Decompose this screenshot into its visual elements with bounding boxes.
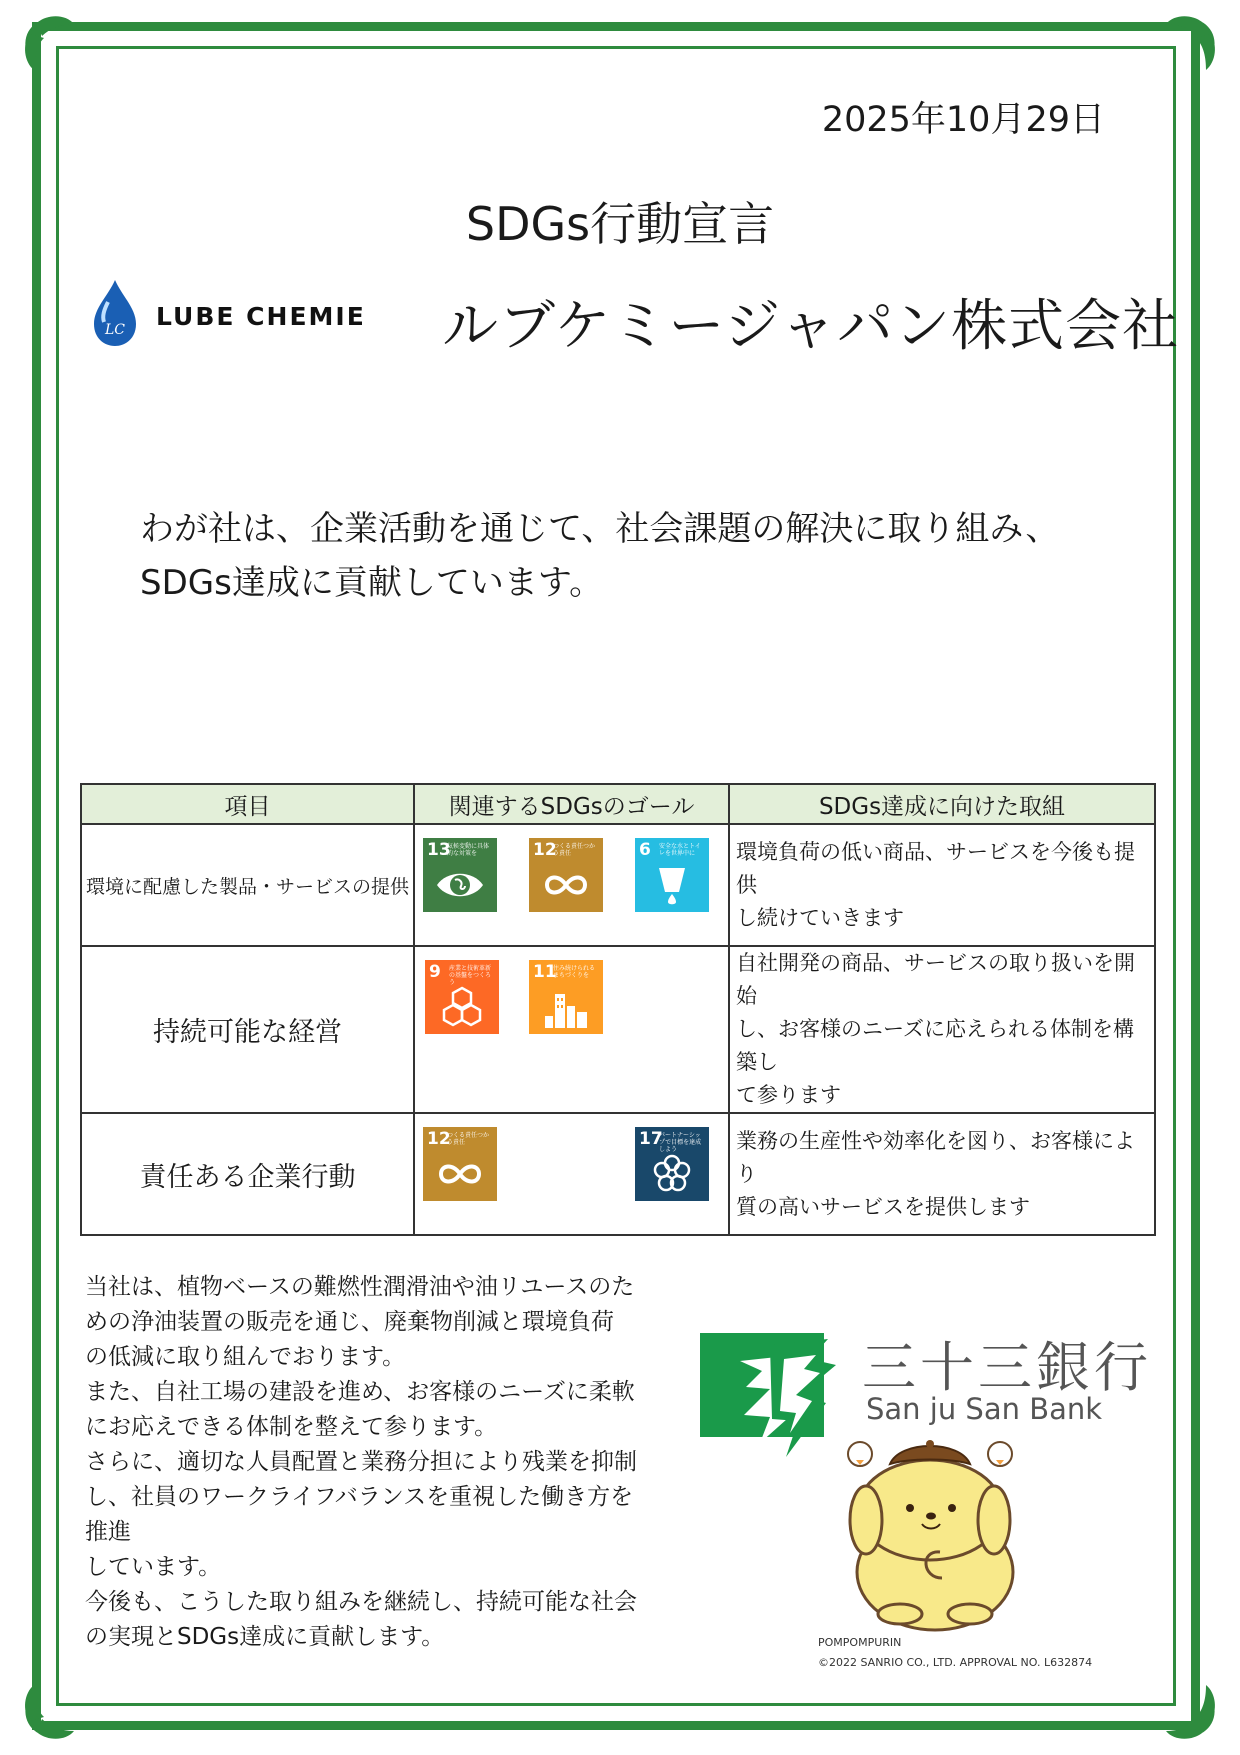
goal-number: 12 [427,1129,451,1149]
header-efforts: SDGs達成に向けた取組 [729,784,1155,824]
leaf-corner-icon [1142,1665,1222,1745]
summary-line: 当社は、植物ベースの難燃性潤滑油や油リユースのた [85,1274,635,1300]
effort-cell [729,946,1155,1113]
effort-line: て参ります [736,1083,841,1107]
goal-caption: 気候変動に具体的な対策を [447,843,490,857]
header-item: 項目 [81,784,414,824]
eye-globe-icon [435,864,485,906]
table-header-row [81,784,1155,824]
leaf-corner-icon [1142,10,1222,90]
table-row [81,946,1155,1113]
sdg-goal-6-tile [635,838,709,912]
goal-caption: 安全な水とトイレを世界中に [659,843,701,857]
sdg-goal-17-tile [635,1127,709,1201]
sdg-goal-11-tile [529,960,603,1034]
item-cell: 環境に配慮した製品・サービスの提供 [81,824,414,946]
bank-name-japanese: 三十三銀行 [862,1336,1152,1399]
goal-number: 13 [427,840,451,860]
header-goals: 関連するSDGsのゴール [414,784,729,824]
page-title: SDGs行動宣言 [465,197,775,251]
table-row [81,1113,1155,1235]
effort-cell [729,824,1155,946]
goal-caption: 住み続けられるまちづくりを [553,965,596,979]
summary-line: しています。 [85,1554,222,1580]
goal-number: 12 [533,840,557,860]
summary-line: の実現とSDGs達成に貢献します。 [85,1624,445,1650]
summary-line: の低減に取り組んでおります。 [85,1344,406,1370]
effort-line: 業務の生産性や効率化を図り、お客様により [736,1128,1135,1186]
effort-line: し、お客様のニーズに応えられる体制を構築し [736,1017,1134,1074]
sdg-action-table [80,783,1156,1236]
goal-caption: つくる責任つかう責任 [447,1132,490,1146]
infinity-icon [541,864,591,906]
sdg-goal-13-tile [423,838,497,912]
sanjusan-bank-logo-icon [700,1325,840,1465]
sdg-goal-9-tile [425,960,499,1034]
summary-paragraph [85,1270,645,1655]
summary-line: 今後も、こうした取り組みを継続し、持続可能な社会 [85,1589,637,1615]
summary-line: めの浄油装置の販売を通じ、廃棄物削減と環境負荷 [85,1309,614,1335]
water-drop-icon [647,864,697,906]
goal-caption: つくる責任つかう責任 [553,843,596,857]
mascot-credit-name: POMPOMPURIN [818,1636,902,1649]
document-date: 2025年10月29日 [821,100,1105,140]
goal-number: 9 [429,962,441,982]
item-cell: 持続可能な経営 [81,946,414,1113]
mission-line: わが社は、企業活動を通じて、社会課題の解決に取り組み、 [140,509,1060,549]
goals-cell [414,946,729,1113]
pompompurin-mascot-icon [830,1432,1040,1632]
cubes-icon [437,986,487,1028]
bank-name-english: San ju San Bank [866,1392,1103,1426]
goal-caption: 産業と技術革新の基盤をつくろう [449,965,492,986]
infinity-icon [435,1153,485,1195]
summary-line: さらに、適切な人員配置と業務分担により残業を抑制 [85,1449,637,1475]
logo-wordmark-text: LUBE CHEMIE [156,302,366,331]
mission-line: SDGs達成に貢献しています。 [140,563,604,603]
mission-statement [140,502,1059,610]
sdg-goal-12-tile [529,838,603,912]
item-cell: 責任ある企業行動 [81,1113,414,1235]
leaf-corner-icon [18,10,98,90]
sdg-goal-12-tile [423,1127,497,1201]
mascot-copyright: ©2022 SANRIO CO., LTD. APPROVAL NO. L632874 [818,1656,1093,1669]
table-row [81,824,1155,946]
effort-line: 環境負荷の低い商品、サービスを今後も提供 [736,839,1135,897]
flower-ring-icon [647,1153,697,1195]
goals-cell [414,1113,729,1235]
city-icon [541,986,591,1028]
company-name: ルブケミージャパン株式会社 [442,294,1180,359]
goal-number: 6 [639,840,651,860]
summary-line: し、社員のワークライフバランスを重視した働き方を推進 [85,1484,634,1545]
goal-caption: パートナーシップで目標を達成しよう [659,1132,702,1153]
leaf-corner-icon [18,1665,98,1745]
effort-line: 自社開発の商品、サービスの取り扱いを開始 [736,951,1135,1008]
logo-mark-text: LC [104,322,126,338]
summary-line: にお応えできる体制を整えて参ります。 [85,1414,498,1440]
goals-cell [414,824,729,946]
effort-line: 質の高いサービスを提供します [736,1194,1030,1219]
lube-chemie-logo [90,278,440,348]
effort-cell [729,1113,1155,1235]
summary-line: また、自社工場の建設を進め、お客様のニーズに柔軟 [85,1379,635,1405]
goal-number: 11 [533,962,557,982]
effort-line: し続けていきます [736,905,904,930]
goal-number: 17 [639,1129,663,1149]
